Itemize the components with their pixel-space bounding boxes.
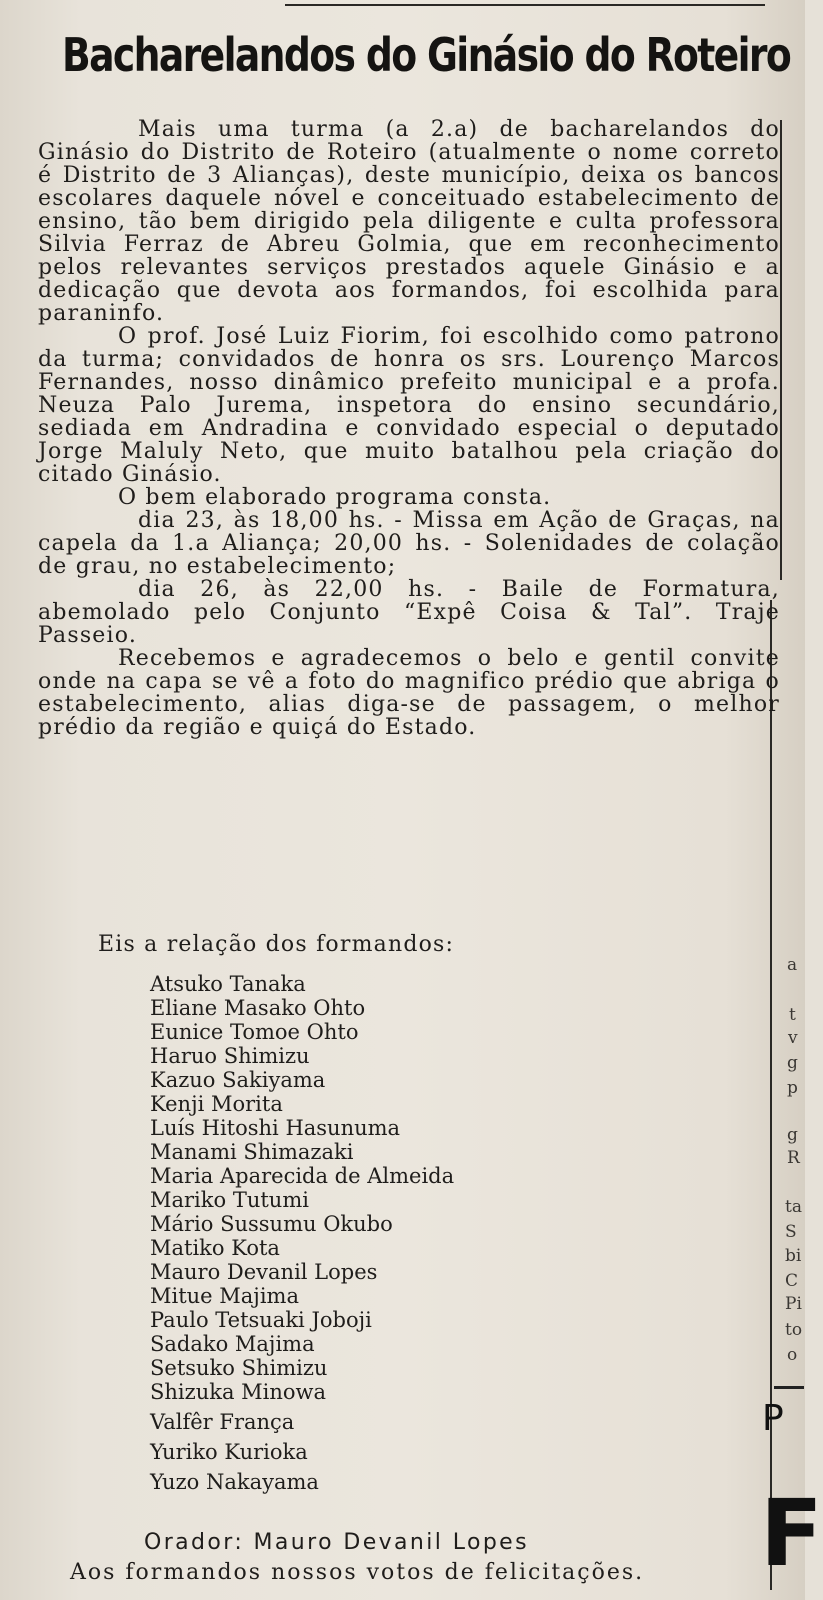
- graduate-name: Setsuko Shimizu: [150, 1356, 328, 1380]
- graduate-name: Eliane Masako Ohto: [150, 996, 366, 1020]
- paragraph-patrono: O prof. José Luiz Fiorim, foi escolhido como patrono da turma; convidados de honra os srs. Lourenço Marcos Fernandes, nosso dinâmico prefeito municipal e a profa. Neuza Palo Jurema, inspetora do ensino secundário, sediada em Andradina e convidado especial o deputado Jorge Maluly Neto, que muito batalhou pela criação do citado Ginásio.: [38, 324, 780, 487]
- graduate-name: Mariko Tutumi: [150, 1188, 309, 1212]
- graduate-name: Manami Shimazaki: [150, 1140, 354, 1164]
- graduate-name: Atsuko Tanaka: [150, 972, 306, 996]
- margin-fragment: ta: [785, 1197, 802, 1217]
- margin-fragment: S: [785, 1222, 797, 1242]
- column-divider-lower: [770, 600, 772, 1590]
- margin-fragment: Pi: [785, 1294, 802, 1314]
- margin-large-letter: F: [760, 1480, 823, 1587]
- margin-heading-fragment: P: [762, 1398, 784, 1439]
- graduate-name: Haruo Shimizu: [150, 1044, 310, 1068]
- graduate-name: Yuriko Kurioka: [150, 1440, 308, 1464]
- paragraph-intro: Mais uma turma (a 2.a) de bacharelandos do Ginásio do Distrito de Roteiro (atualmente o nome correto é Distrito de 3 Alianças), deste município, deixa os bancos escolares daquele nóvel e conceituado estabelecimento de ensino, tão bem dirigido pela diligente e culta professora Silvia Ferraz de Abreu Golmia, que em reconhecimento pelos relevantes serviços prestados aquele Ginásio e a dedicação que devota aos formandos, foi escolhida para paraninfo.: [38, 117, 780, 326]
- article-body: [38, 118, 780, 739]
- graduate-name: Maria Aparecida de Almeida: [150, 1164, 455, 1188]
- margin-fragment: t: [789, 1005, 796, 1025]
- paragraph-dia-23: dia 23, às 18,00 hs. - Missa em Ação de Graças, na capela da 1.a Aliança; 20,00 hs. - Solenidades de colação de grau, no estabelecimento;: [38, 508, 780, 579]
- graduate-name: Mauro Devanil Lopes: [150, 1260, 378, 1284]
- margin-fragment: v: [788, 1028, 798, 1048]
- graduate-name: Paulo Tetsuaki Joboji: [150, 1308, 372, 1332]
- graduate-name: Eunice Tomoe Ohto: [150, 1020, 359, 1044]
- paragraph-convite: Recebemos e agradecemos o belo e gentil convite onde na capa se vê a foto do magnifico prédio que abriga o estabelecimento, alias diga-se de passagem, o melhor prédio da região e quiçá do Estado.: [38, 646, 780, 740]
- column-divider: [780, 120, 782, 580]
- graduate-name: Yuzo Nakayama: [150, 1470, 319, 1494]
- margin-fragment: to: [785, 1320, 803, 1340]
- margin-fragment: g: [787, 1125, 798, 1145]
- graduate-name: Matiko Kota: [150, 1236, 280, 1260]
- margin-fragment: C: [785, 1271, 799, 1291]
- graduate-name: Shizuka Minowa: [150, 1380, 327, 1404]
- graduates-heading: Eis a relação dos formandos:: [98, 932, 455, 957]
- closing-line: Aos formandos nossos votos de felicitações.: [70, 1560, 645, 1585]
- margin-fragment: o: [787, 1345, 798, 1365]
- graduate-name: Mário Sussumu Okubo: [150, 1212, 393, 1236]
- margin-dash: [774, 1386, 804, 1389]
- margin-fragment: g: [787, 1053, 798, 1073]
- graduate-name: Mitue Majima: [150, 1284, 299, 1308]
- paragraph-programa: O bem elaborado programa consta.: [118, 485, 552, 510]
- orador-line: Orador: Mauro Devanil Lopes: [144, 1530, 529, 1555]
- graduate-name: Luís Hitoshi Hasunuma: [150, 1116, 401, 1140]
- margin-fragment: a: [787, 955, 798, 975]
- graduate-name: Sadako Majima: [150, 1332, 315, 1356]
- margin-fragment: R: [787, 1148, 800, 1168]
- paragraph-dia-26: dia 26, às 22,00 hs. - Baile de Formatura, abemolado pelo Conjunto “Expê Coisa & Tal”. Traje Passeio.: [38, 577, 780, 648]
- article-title: Bacharelandos do Ginásio do Roteiro: [62, 28, 791, 82]
- graduates-list: [150, 972, 454, 1494]
- graduate-name: Valfêr França: [150, 1410, 295, 1434]
- graduate-name: Kazuo Sakiyama: [150, 1068, 326, 1092]
- margin-fragment: bi: [785, 1246, 802, 1266]
- top-rule: [285, 4, 765, 6]
- margin-fragment: p: [787, 1078, 798, 1098]
- graduate-name: Kenji Morita: [150, 1092, 283, 1116]
